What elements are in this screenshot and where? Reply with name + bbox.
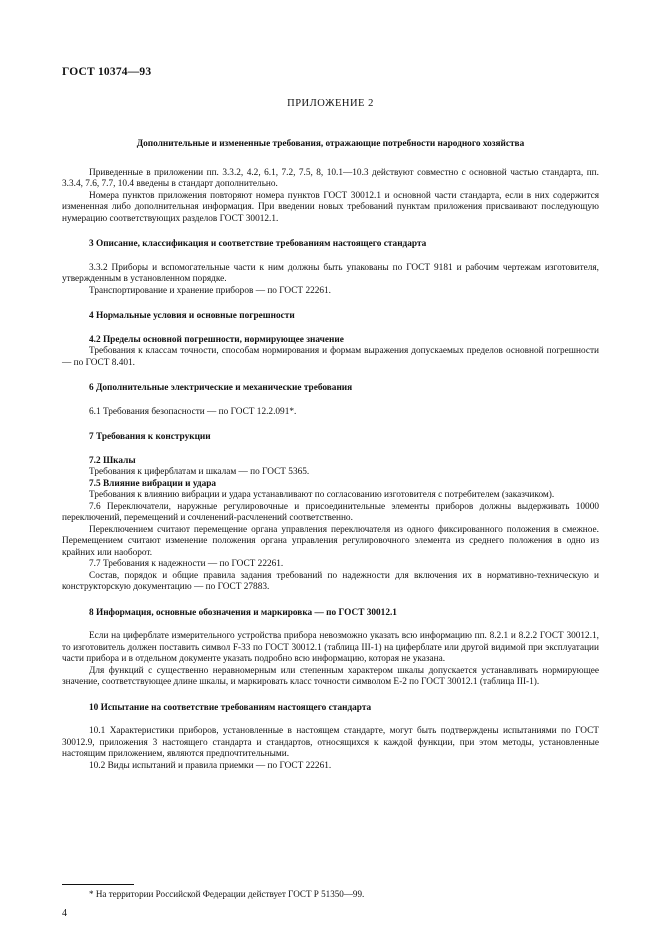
document-code: ГОСТ 10374—93 <box>62 66 152 78</box>
section-3-paragraph-1: 3.3.2 Приборы и вспомогательные части к ним должны быть упакованы по ГОСТ 9181 и рабочим чертежам изготовителя, утвержденным в установленном порядке. <box>62 262 599 284</box>
section-7-heading: 7 Требования к конструкции <box>89 432 211 442</box>
section-7-paragraph-5: 7.7 Требования к надежности — по ГОСТ 22261. <box>89 559 284 569</box>
section-7-2-heading: 7.2 Шкалы <box>89 455 136 466</box>
annex-title: ПРИЛОЖЕНИЕ 2 <box>287 98 374 109</box>
section-10-paragraph-2: 10.2 Виды испытаний и правила приемки — по ГОСТ 22261. <box>89 760 332 771</box>
section-8-heading: 8 Информация, основные обозначения и маркировка — по ГОСТ 30012.1 <box>89 607 397 618</box>
section-6-paragraph-1: 6.1 Требования безопасности — по ГОСТ 12.2.091*. <box>89 406 297 417</box>
page-number: 4 <box>62 908 67 919</box>
section-10-paragraph-1: 10.1 Характеристики приборов, установленные в настоящем стандарте, могут быть подтверждены испытаниями по ГОСТ 30012.9, приложения 3 настоящего стандарта и стандартов, относящихся к каждой функции, при этом методы, установленные настоящим приложением, являются предпочтительными. <box>62 726 599 759</box>
section-3-heading: 3 Описание, классификация и соответствие требованиям настоящего стандарта <box>89 239 427 249</box>
section-7-paragraph-4: Переключением считают перемещение органа управления переключателя из одного фиксированного положения в смежное. Перемещением считают изменение положения органа управления регулировочного элемента из среднего положения в одно из крайних или наоборот. <box>62 524 599 558</box>
section-8-paragraph-1: Если на циферблате измерительного устройства прибора невозможно указать всю информацию пп. 8.2.1 и 8.2.2 ГОСТ 30012.1, то изготовитель должен поставить символ F-33 по ГОСТ 30012.1 (таблица III-1) на циферблате или другой видимой при эксплуатации части прибора и в отдельном документе указать подробно всю информацию, которая не указана. <box>62 631 599 664</box>
section-7-paragraph-3: 7.6 Переключатели, наружные регулировочные и присоединительные элементы приборов должны выдерживать 10000 переключений, перемещений и сочленений-расчленений соответственно. <box>62 501 599 523</box>
intro-paragraph-1: Приведенные в приложении пп. 3.3.2, 4.2, 6.1, 7.2, 7.5, 8, 10.1—10.3 действуют совместно с основной частью стандарта, пп. 3.3.4, 7.6, 7.7, 10.4 введены в стандарт дополнительно. <box>62 167 599 189</box>
section-6-heading: 6 Дополнительные электрические и механические требования <box>89 383 353 393</box>
section-8-paragraph-2: Для функций с существенно неравномерным или степенным характером шкалы допускается устанавливать нормирующее значение, соответствующее длине шкалы, и маркировать класс точности символом Е-2 по ГОСТ 30012.1 (таблица III-1). <box>62 665 599 687</box>
intro-paragraph-2: Номера пунктов приложения повторяют номера пунктов ГОСТ 30012.1 и основной части стандарта, если в них содержится измененная либо дополнительная информация. При введении новых требований пунктам приложения присваивают последующую нумерацию соответствующих разделов ГОСТ 30012.1. <box>62 190 599 224</box>
section-10-heading: 10 Испытание на соответствие требованиям настоящего стандарта <box>89 702 372 713</box>
section-4-paragraph-1: Требования к классам точности, способам нормирования и формам выражения допускаемых пределов основной погрешности — по ГОСТ 8.401. <box>62 346 599 368</box>
footnote: * На территории Российской Федерации действует ГОСТ Р 51350—99. <box>89 889 365 899</box>
footnote-divider <box>62 884 134 885</box>
section-7-paragraph-2: Требования к влиянию вибрации и удара устанавливают по согласованию изготовителя с потребителем (заказчиком). <box>89 490 555 500</box>
main-title: Дополнительные и измененные требования, отражающие потребности народного хозяйства <box>136 139 525 149</box>
section-4-heading: 4 Нормальные условия и основные погрешности <box>89 311 295 321</box>
section-7-paragraph-6: Состав, порядок и общие правила задания требований по надежности для включения их в нормативно-техническую и конструкторскую документацию — по ГОСТ 27883. <box>62 570 599 592</box>
section-3-paragraph-2: Транспортирование и хранение приборов — по ГОСТ 22261. <box>89 285 332 296</box>
section-7-5-heading: 7.5 Влияние вибрации и удара <box>89 478 217 489</box>
section-4-2-heading: 4.2 Пределы основной погрешности, нормирующее значение <box>89 334 344 345</box>
document-body <box>62 139 599 772</box>
section-7-paragraph-1: Требования к циферблатам и шкалам — по ГОСТ 5365. <box>89 467 310 477</box>
